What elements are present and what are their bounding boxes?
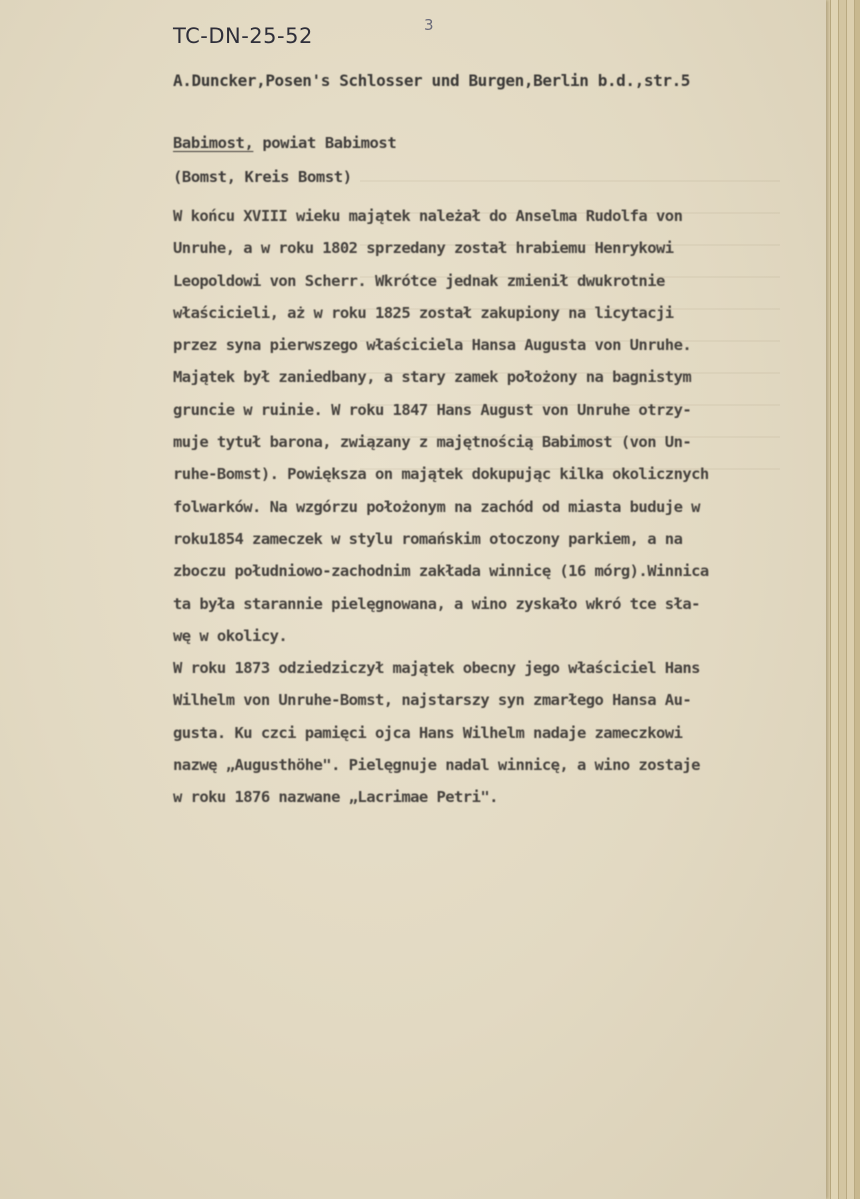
text-line: ruhe-Bomst). Powiększa on majątek dokupując kilka okolicznych (173, 465, 709, 484)
text-line: nazwę „Augusthöhe". Pielęgnuje nadal winnicę, a wino zostaje (173, 756, 700, 775)
text-line: wę w okolicy. (173, 626, 288, 645)
page-edge (854, 0, 860, 1199)
text-line: Wilhelm von Unruhe-Bomst, najstarszy syn zmarłego Hansa Au- (173, 691, 692, 710)
text-line: zboczu południowo-zachodnim zakłada winnicę (16 mórg).Winnica (173, 562, 709, 581)
text-line: w roku 1876 nazwane „Lacrimae Petri". (173, 788, 498, 807)
heading-district: powiat Babimost (253, 134, 397, 152)
text-line: ta była starannie pielęgnowana, a wino zyskało wkró tce sła- (173, 594, 700, 613)
text-line: muje tytuł barona, związany z majętnością Babimost (von Un- (173, 433, 692, 452)
entry-heading (173, 134, 396, 152)
text-line: właścicieli, aż w roku 1825 został zakupiony na licytacji (173, 303, 674, 322)
text-line: Leopoldowi von Scherr. Wkrótce jednak zmienił dwukrotnie (173, 271, 665, 290)
text-line: przez syna pierwszego właściciela Hansa Augusta von Unruhe. (173, 336, 692, 355)
entry-subheading: (Bomst, Kreis Bomst) (173, 168, 352, 186)
heading-place: Babimost, (173, 134, 254, 152)
text-line: W końcu XVIII wieku majątek należał do Anselma Rudolfa von (173, 207, 683, 225)
text-line: roku1854 zameczek w stylu romańskim otoczony parkiem, a na (173, 529, 683, 548)
body-text (173, 200, 813, 814)
text-line: Majątek był zaniedbany, a stary zamek położony na bagnistym (173, 368, 692, 387)
text-line: W roku 1873 odziedziczył majątek obecny jego właściciel Hans (173, 659, 700, 678)
page-edge (830, 0, 838, 1199)
page-number: 3 (424, 16, 434, 34)
source-citation: A.Duncker,Posen's Schlosser und Burgen,Berlin b.d.,str.5 (173, 71, 691, 90)
text-line: gusta. Ku czci pamięci ojca Hans Wilhelm nadaje zameczkowi (173, 723, 683, 742)
text-line: gruncie w ruinie. W roku 1847 Hans August von Unruhe otrzy- (173, 400, 692, 419)
text-line: Unruhe, a w roku 1802 sprzedany został hrabiemu Henrykowi (173, 239, 674, 258)
text-line: folwarków. Na wzgórzu położonym na zachód od miasta buduje w (173, 497, 700, 516)
document-reference: TC-DN-25-52 (173, 24, 313, 48)
